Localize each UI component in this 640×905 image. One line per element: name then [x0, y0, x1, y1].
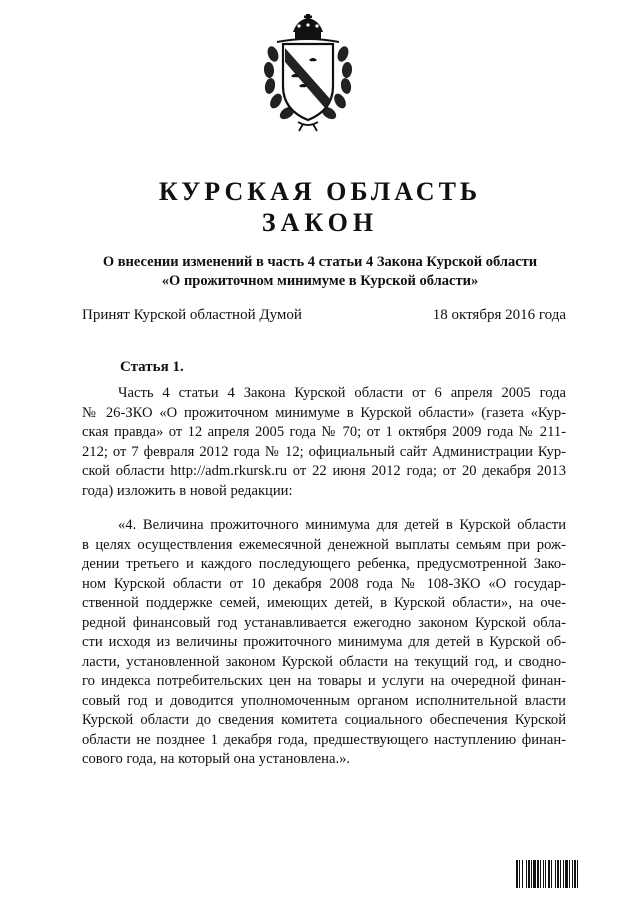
paragraph-line: года) изложить в новой редакции:	[82, 482, 293, 499]
paragraph-line: ласти, установленной законом Курской области на текущий год, и сводно-	[82, 653, 566, 670]
adoption-date: 18 октября 2016 года	[432, 307, 566, 323]
region-title: КУРСКАЯ ОБЛАСТЬ	[158, 177, 482, 206]
paragraph-line: го индекса потребительских цен на товары и услуги на очередной финан-	[82, 673, 566, 689]
paragraph-line: ской области http://adm.rkursk.ru от 22 июня 2012 года; от 20 декабря 2013	[82, 463, 566, 479]
article-paragraph-1	[82, 384, 566, 501]
paragraph-line: «4. Величина прожиточного минимума для детей в Курской области	[118, 517, 566, 533]
paragraph-line: редной финансовый год устанавливается ежегодно законом Курской обла-	[82, 614, 566, 631]
paragraph-line: ном Курской области от 10 декабря 2008 года № 108-ЗКО «О государ-	[82, 575, 566, 592]
paragraph-line: в целях осуществления ежемесячной денежной выплаты семьям при рож-	[82, 536, 566, 553]
paragraph-line: совый год и доводится уполномоченным органом исполнительной власти	[82, 692, 566, 709]
barcode-icon	[516, 860, 612, 888]
paragraph-line: Курской области до сведения комитета социального обеспечения Курской	[82, 712, 566, 728]
paragraph-line: сти исходя из величины прожиточного минимума для детей в Курской об-	[82, 634, 566, 650]
article-heading: Статья 1.	[120, 359, 184, 375]
paragraph-line: ственной поддержке семей, имеющих детей, в Курской области», на оче-	[82, 595, 566, 611]
adoption-line	[82, 305, 566, 325]
paragraph-line: ская правда» от 12 апреля 2005 года № 70; от 1 октября 2009 года № 211-	[82, 424, 566, 440]
paragraph-line: № 26-ЗКО «О прожиточном минимуме в Курской области» (газета «Кур-	[82, 404, 566, 421]
law-subject-line: «О прожиточном минимуме в Курской области»	[161, 273, 479, 289]
paragraph-line: сового года, на который она установлена.».	[82, 751, 351, 767]
paragraph-line: Часть 4 статьи 4 Закона Курской области от 6 апреля 2005 года	[118, 385, 566, 401]
paragraph-line: 212; от 7 февраля 2012 года № 12; официальный сайт Администрации Кур-	[82, 443, 566, 460]
law-subject-line: О внесении изменений в часть 4 статьи 4 Закона Курской области	[102, 254, 538, 270]
adopted-by-text: Принят Курской областной Думой	[82, 307, 302, 323]
law-subject	[60, 253, 580, 291]
paragraph-line: дении третьего и каждого последующего ребенка, предусмотренной Зако-	[82, 556, 566, 572]
document-type-title: ЗАКОН	[261, 208, 379, 237]
paragraph-line: области не позднее 1 декабря года, предшествующего наступлению финан-	[82, 731, 566, 748]
coat-of-arms-icon	[263, 14, 353, 132]
article-paragraph-2	[82, 516, 566, 770]
